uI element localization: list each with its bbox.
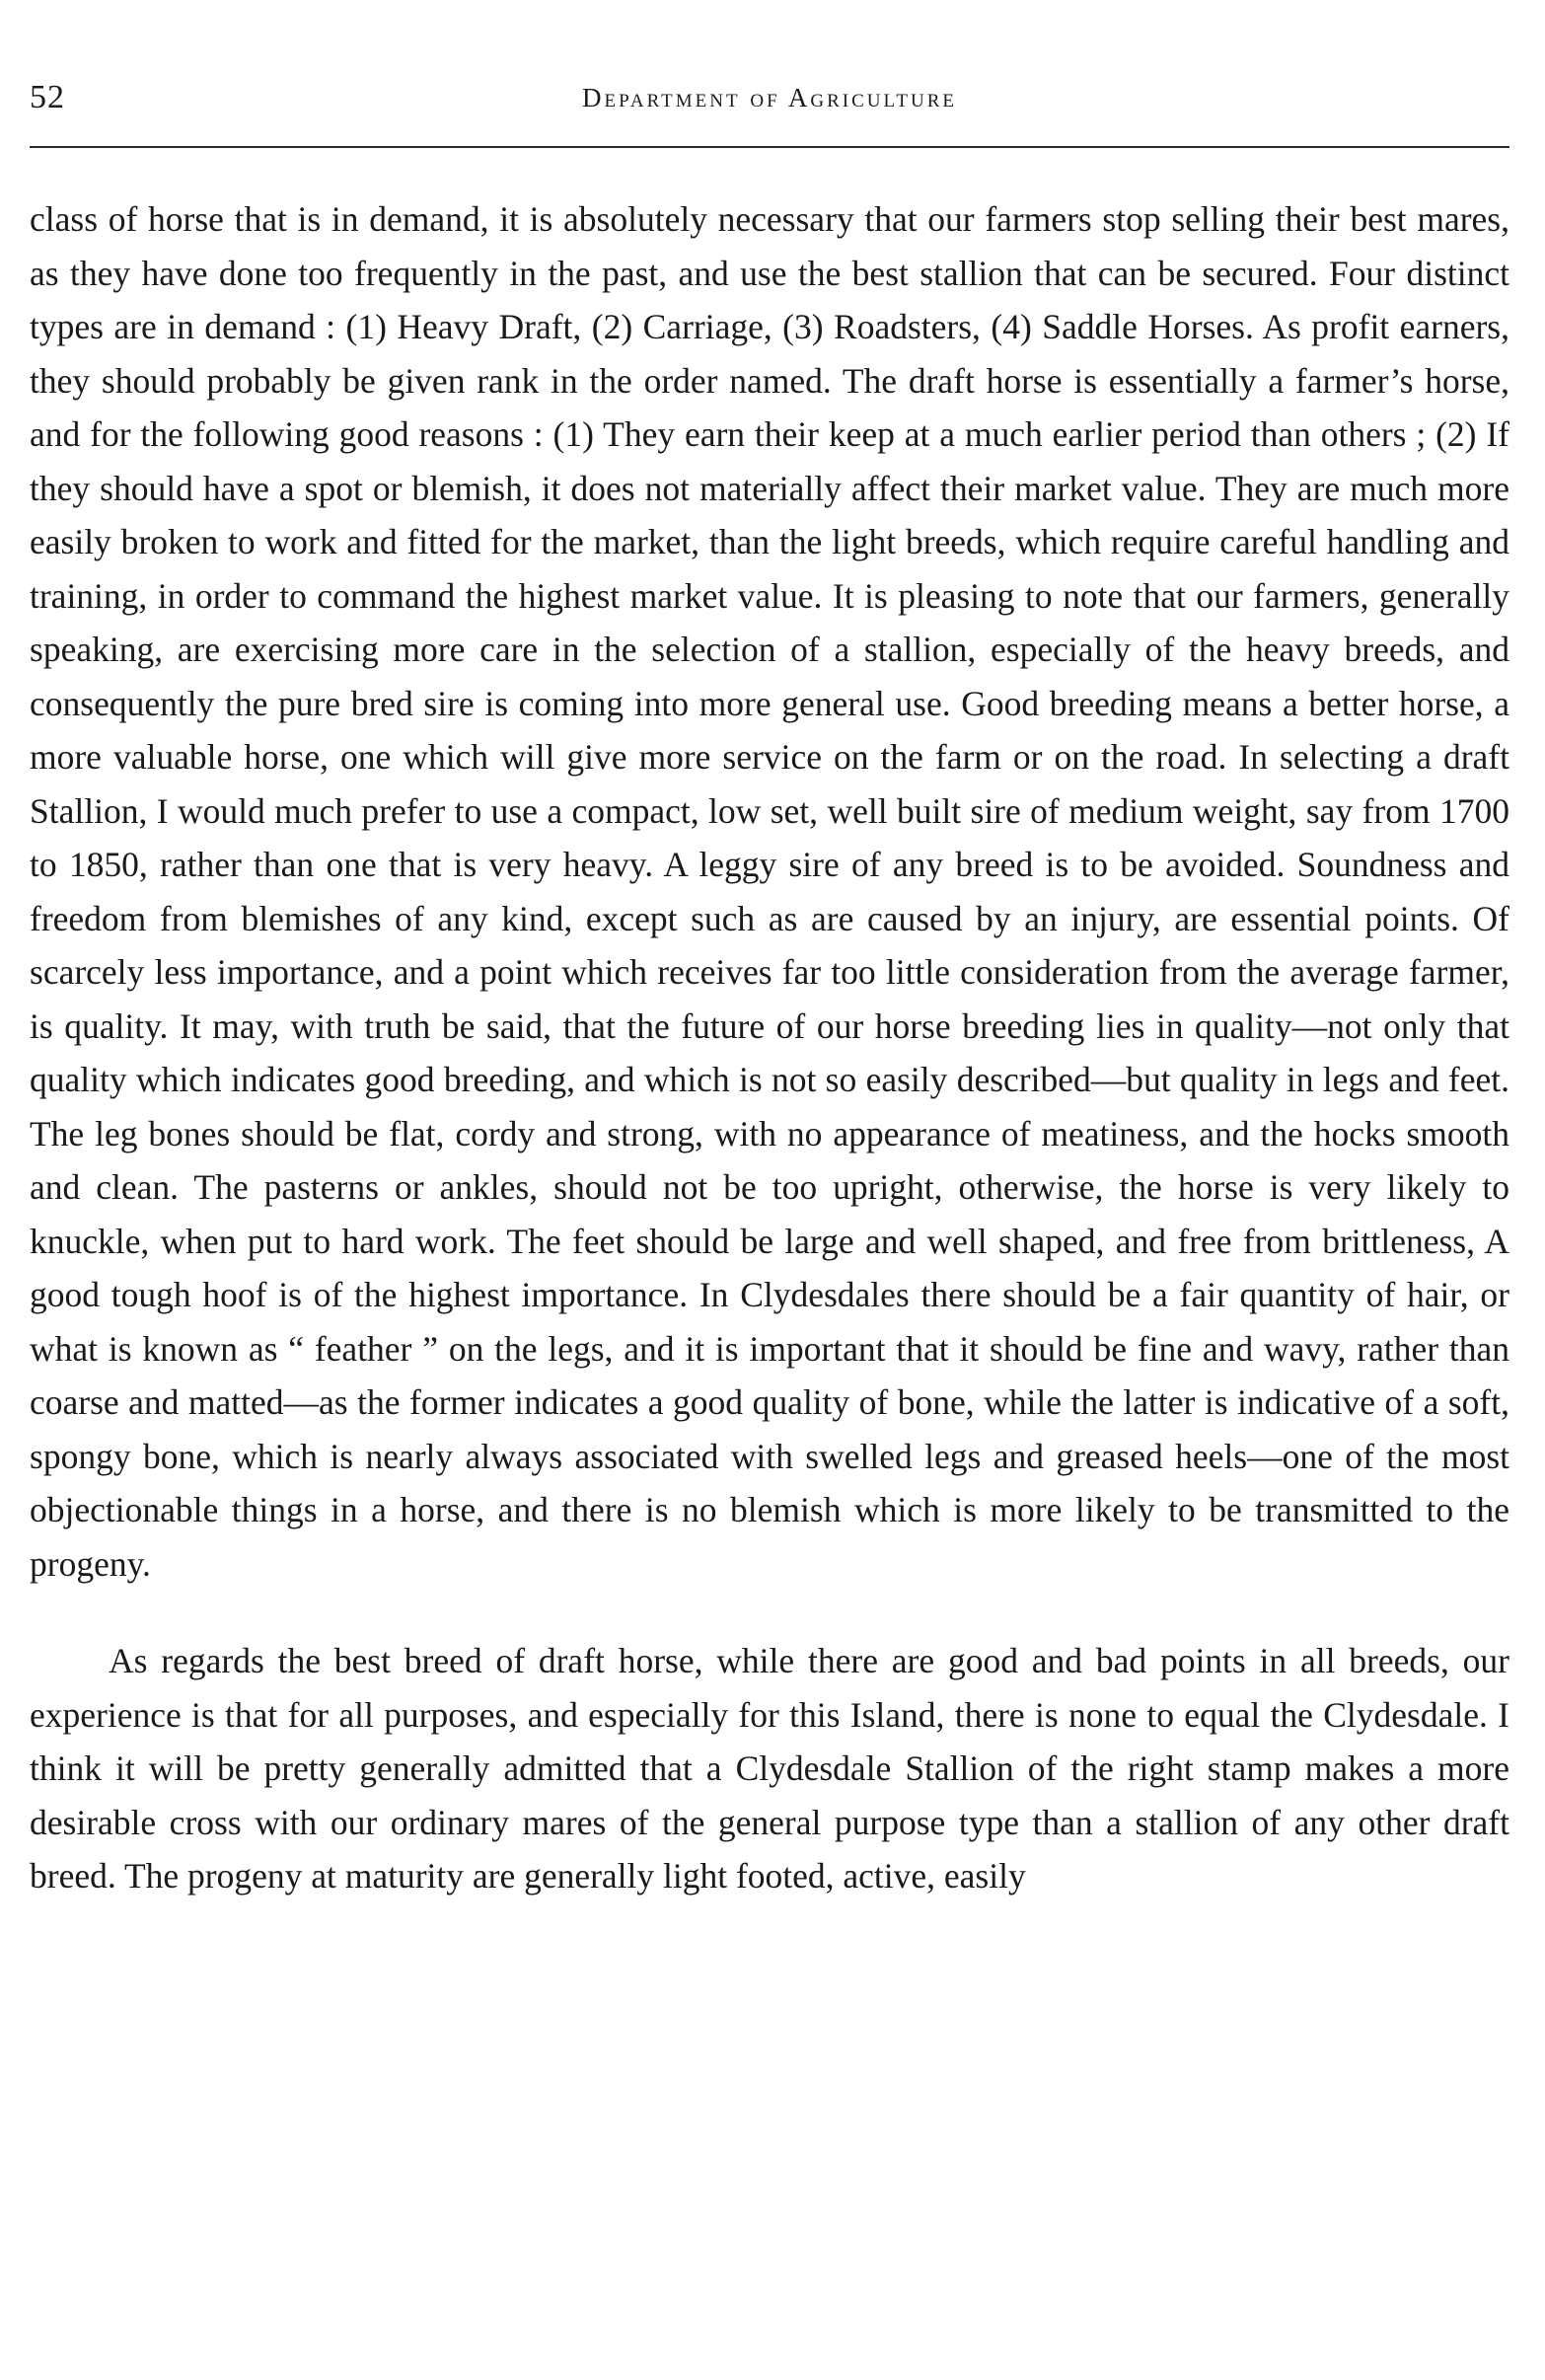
header-rule [30,146,1509,148]
paragraph-horse-types: class of horse that is in demand, it is absolutely necessary that our farmers stop selling their best mares, as they have done too frequently in the past, and use the best stallion that can be secured. Four distinct types are in demand : (1) Heavy Draft, (2) Carriage, (3) Roadsters, (4) Saddle Horses. As profit earners, they should probably be given rank in the order named. The draft horse is essentially a farmer’s horse, and for the following good reasons : (1) They earn their keep at a much earlier period than others ; (2) If they should have a spot or blemish, it does not materially affect their market value. They are much more easily broken to work and fitted for the market, than the light breeds, which require careful handling and training, in order to command the highest market value. It is pleasing to note that our farmers, generally speaking, are exercising more care in the selection of a stallion, especially of the heavy breeds, and consequently the pure bred sire is coming into more general use. Good breeding means a better horse, a more valuable horse, one which will give more service on the farm or on the road. In selecting a draft Stallion, I would much prefer to use a compact, low set, well built sire of medium weight, say from 1700 to 1850, rather than one that is very heavy. A leggy sire of any breed is to be avoided. Soundness and freedom from blemishes of any kind, except such as are caused by an injury, are essential points. Of scarcely less importance, and a point which receives far too little consideration from the average farmer, is quality. It may, with truth be said, that the future of our horse breeding lies in quality—not only that quality which indicates good breeding, and which is not so easily described—but quality in legs and feet. The leg bones should be flat, cordy and strong, with no appearance of meatiness, and the hocks smooth and clean. The pasterns or ankles, should not be too upright, otherwise, the horse is very likely to knuckle, when put to hard work. The feet should be large and well shaped, and free from brittleness, A good tough hoof is of the highest importance. In Clydesdales there should be a fair quantity of hair, or what is known as “ feather ” on the legs, and it is important that it should be fine and wavy, rather than coarse and matted—as the former indicates a good quality of bone, while the latter is indicative of a soft, spongy bone, which is nearly always associated with swelled legs and greased heels—one of the most objectionable things in a horse, and there is no blemish which is more likely to be transmitted to the progeny. [30,199,1509,1584]
page-header [30,69,1509,128]
running-head: Department of Agriculture [582,83,957,112]
body-text [30,192,1509,1903]
paragraph-clydesdale: As regards the best breed of draft horse, while there are good and bad points in all breeds, our experience is that for all purposes, and especially for this Island, there is none to equal the Clydesdale. I think it will be pretty generally admitted that a Clydesdale Stallion of the right stamp makes a more desirable cross with our ordinary mares of the general purpose type than a stallion of any other draft breed. The progeny at maturity are generally light footed, active, easily [30,1641,1509,1896]
page-number: 52 [30,79,65,115]
